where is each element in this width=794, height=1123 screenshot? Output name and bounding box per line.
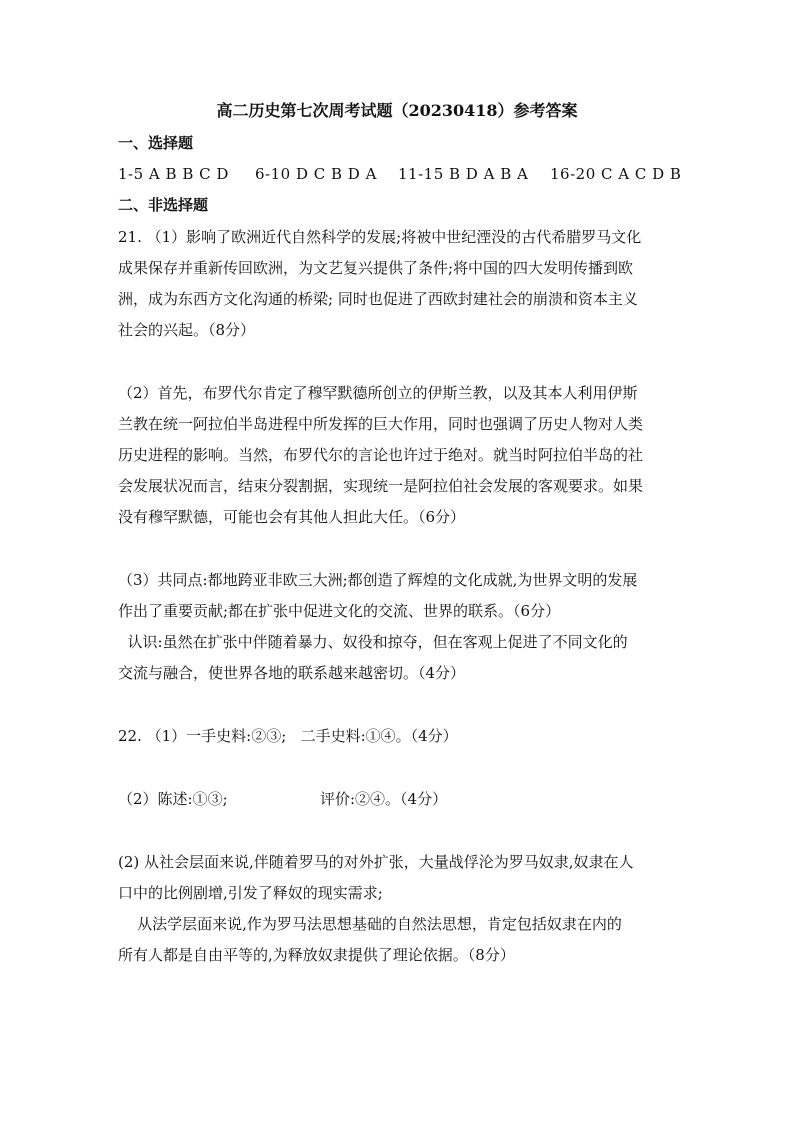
- q21-part1-line4: 社会的兴起。（8分）: [118, 321, 256, 339]
- section-nonchoice-heading: 二、非选择题: [118, 196, 209, 214]
- q21-part3-line1: （3）共同点:都地跨亚非欧三大洲;都创造了辉煌的文化成就,为世界文明的发展: [118, 571, 638, 589]
- q21-part3-line3: 认识:虽然在扩张中伴随着暴力、奴役和掠夺，但在客观上促进了不同文化的: [118, 633, 628, 651]
- q22-part3-line4: 所有人都是自由平等的,为释放奴隶提供了理论依据。（8分）: [118, 946, 515, 964]
- q21-part1-line3: 洲，成为东西方文化沟通的桥梁; 同时也促进了西欧封建社会的崩溃和资本主义: [118, 290, 638, 308]
- q21-part2-line5: 没有穆罕默德，可能也会有其他人担此大任。（6分）: [118, 508, 466, 526]
- choice-answers-11-15: 11-15 B D A B A: [398, 165, 529, 183]
- choice-answers-6-10: 6-10 D C B D A: [255, 165, 377, 183]
- q22-part2-statement: （2）陈述:①③;: [118, 790, 228, 808]
- q21-part3-line2: 作出了重要贡献;都在扩张中促进文化的交流、世界的联系。（6分）: [118, 602, 561, 620]
- q22-part3-line2: 口中的比例剧增,引发了释奴的现实需求;: [118, 884, 383, 902]
- q22-part3-line3: 从法学层面来说,作为罗马法思想基础的自然法思想，肯定包括奴隶在内的: [118, 915, 622, 933]
- q21-part1-line2: 成果保存并重新传回欧洲，为文艺复兴提供了条件;将中国的四大发明传播到欧: [118, 259, 634, 277]
- section-choice-heading: 一、选择题: [118, 134, 194, 152]
- q21-part2-line3: 历史进程的影响。当然，布罗代尔的言论也许过于绝对。就当时阿拉伯半岛的社: [118, 446, 644, 464]
- choice-answers-1-5: 1-5 A B B C D: [118, 165, 229, 183]
- q22-part2-evaluation: 评价:②④。（4分）: [320, 790, 448, 808]
- page-title: 高二历史第七次周考试题（20230418）参考答案: [216, 101, 578, 120]
- q21-part2-line1: （2）首先，布罗代尔肯定了穆罕默德所创立的伊斯兰教，以及其本人利用伊斯: [118, 384, 638, 402]
- choice-answers-16-20: 16-20 C A C D B: [550, 165, 682, 183]
- choice-answers-row: [118, 163, 682, 185]
- q22-part1: 22. （1）一手史料:②③; 二手史料:①④。（4分）: [118, 727, 458, 745]
- q21-part2-line4: 会发展状况而言，结束分裂割据，实现统一是阿拉伯社会发展的客观要求。如果: [118, 477, 644, 495]
- q22-part3-line1: (2) 从社会层面来说,伴随着罗马的对外扩张，大量战俘沦为罗马奴隶,奴隶在人: [118, 853, 634, 871]
- q21-part1-line1: 21. （1）影响了欧洲近代自然科学的发展;将被中世纪湮没的古代希腊罗马文化: [118, 228, 642, 246]
- q21-part2-line2: 兰教在统一阿拉伯半岛进程中所发挥的巨大作用，同时也强调了历史人物对人类: [118, 415, 644, 433]
- q21-part3-line4: 交流与融合，使世界各地的联系越来越密切。（4分）: [118, 664, 466, 682]
